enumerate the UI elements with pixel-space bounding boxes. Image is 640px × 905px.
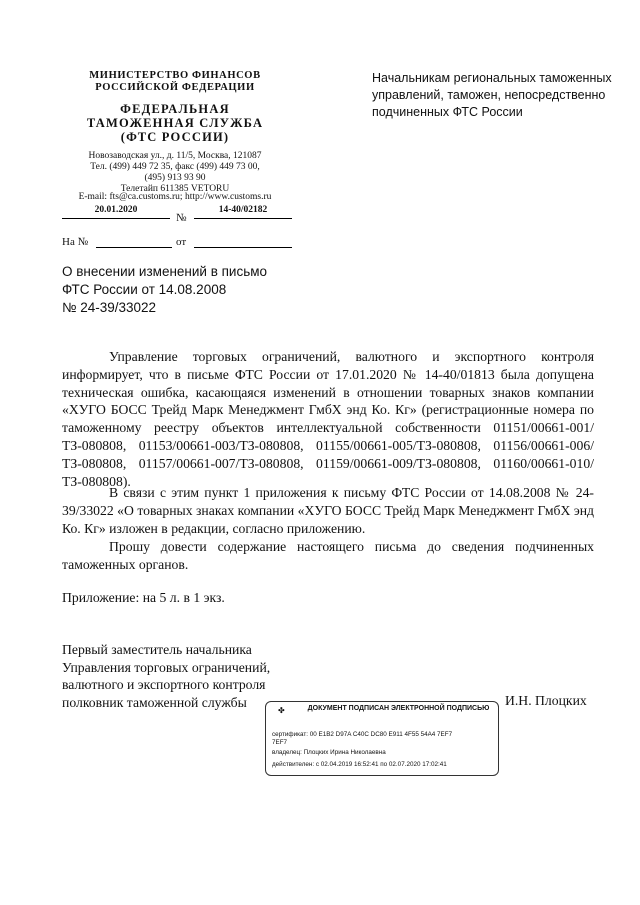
reference-number-line bbox=[96, 236, 172, 248]
reference-date-line bbox=[194, 236, 292, 248]
registration-row bbox=[62, 205, 292, 229]
registration-number: 14-40/02182 bbox=[194, 205, 292, 219]
ministry-name bbox=[55, 70, 295, 94]
paragraph-3-text: Прошу довести содержание настоящего письма до сведения подчиненных таможенных органов. bbox=[62, 539, 594, 572]
position-line-3: валютного и экспортного контроля bbox=[62, 677, 266, 692]
contact-phone-2: (495) 913 93 90 bbox=[144, 173, 206, 183]
stamp-certificate-cont: 7EF7 bbox=[272, 739, 288, 746]
body-paragraph-3 bbox=[62, 538, 594, 574]
subject-line-2: ФТС России от 14.08.2008 bbox=[62, 282, 227, 297]
appendix-note: Приложение: на 5 л. в 1 экз. bbox=[62, 590, 225, 605]
stamp-title: ДОКУМЕНТ ПОДПИСАН ЭЛЕКТРОННОЙ ПОДПИСЬЮ bbox=[307, 705, 490, 712]
sender-contacts bbox=[55, 151, 295, 195]
service-name bbox=[55, 102, 295, 144]
position-line-2: Управления торговых ограничений, bbox=[62, 659, 271, 675]
contact-address: Новозаводская ул., д. 11/5, Москва, 121087 bbox=[88, 151, 262, 161]
body-paragraph-1 bbox=[62, 348, 594, 490]
paragraph-2-text: В связи с этим пункт 1 приложения к письму ФТС России от 14.08.2008 № 24-39/33022 «О товарных знаках компании «ХУГО БОСС Трейд Марк Менеджмент ГмбХ энд Ко. Кг» изложен в редакции, согласно приложению. bbox=[62, 485, 594, 536]
service-line-3: (ФТС РОССИИ) bbox=[120, 130, 230, 144]
reference-date-label: от bbox=[176, 236, 187, 248]
letter-subject bbox=[62, 263, 322, 317]
reference-row bbox=[62, 236, 292, 252]
contact-phone: Тел. (499) 449 72 35, факс (499) 449 73 00, bbox=[90, 162, 260, 172]
stamp-validity: действителен: с 02.04.2019 16:52:41 по 02.07.2020 17:02:41 bbox=[272, 761, 447, 768]
reference-number-label: На № bbox=[62, 236, 89, 248]
subject-line-3: № 24-39/33022 bbox=[62, 300, 157, 315]
contact-email: E-mail: fts@ca.customs.ru; http://www.customs.ru bbox=[78, 192, 272, 202]
ministry-line-2: РОССИЙСКОЙ ФЕДЕРАЦИИ bbox=[95, 82, 255, 93]
contact-teletype: Телетайп 611385 VETORU bbox=[120, 184, 230, 194]
service-line-1: ФЕДЕРАЛЬНАЯ bbox=[120, 102, 230, 116]
paragraph-1-text: Управление торговых ограничений, валютного и экспортного контроля информирует, что в письме ФТС России от 17.01.2020 № 14-40/01813 была допущена техническая ошибка, касающаяся изменений в отношении товарных знаков компании «ХУГО БОСС Трейд Марк Менеджмент ГмбХ энд Ко. Кг» (регистрационные номера по таможенному реестру объектов интеллектуальной собственности 01151/00661-001/ТЗ-080808, 01153/00661-003/ТЗ-080808, 01155/00661-005/ТЗ-080808, 01156/00661-006/ТЗ-080808, 01157/00661-007/ТЗ-080808, 01159/00661-009/ТЗ-080808, 01160/00661-010/ТЗ-080808). bbox=[62, 349, 594, 489]
service-line-2: ТАМОЖЕННАЯ СЛУЖБА bbox=[86, 116, 264, 130]
addressee: Начальникам региональных таможенных управлений, таможен, непосредственно подчиненных ФТС России bbox=[372, 71, 612, 119]
position-line-4: полковник таможенной службы bbox=[62, 694, 247, 710]
stamp-owner: владелец: Плоцких Ирина Николаевна bbox=[272, 749, 386, 756]
stamp-certificate: сертификат: 00 E1B2 D97A C40C DC80 E911 4F55 54A4 7EF7 bbox=[272, 731, 453, 738]
registration-number-sign: № bbox=[176, 212, 187, 224]
body-paragraph-2 bbox=[62, 484, 594, 537]
ministry-line-1: МИНИСТЕРСТВО ФИНАНСОВ bbox=[89, 70, 261, 81]
subject-line-1: О внесении изменений в письмо bbox=[62, 264, 268, 279]
e-signature-stamp bbox=[265, 701, 499, 776]
signatory-name: И.Н. Плоцких bbox=[505, 693, 587, 708]
registration-date: 20.01.2020 bbox=[62, 205, 170, 219]
emblem-icon: ✤ bbox=[278, 706, 285, 715]
position-line-1: Первый заместитель начальника bbox=[62, 642, 252, 657]
